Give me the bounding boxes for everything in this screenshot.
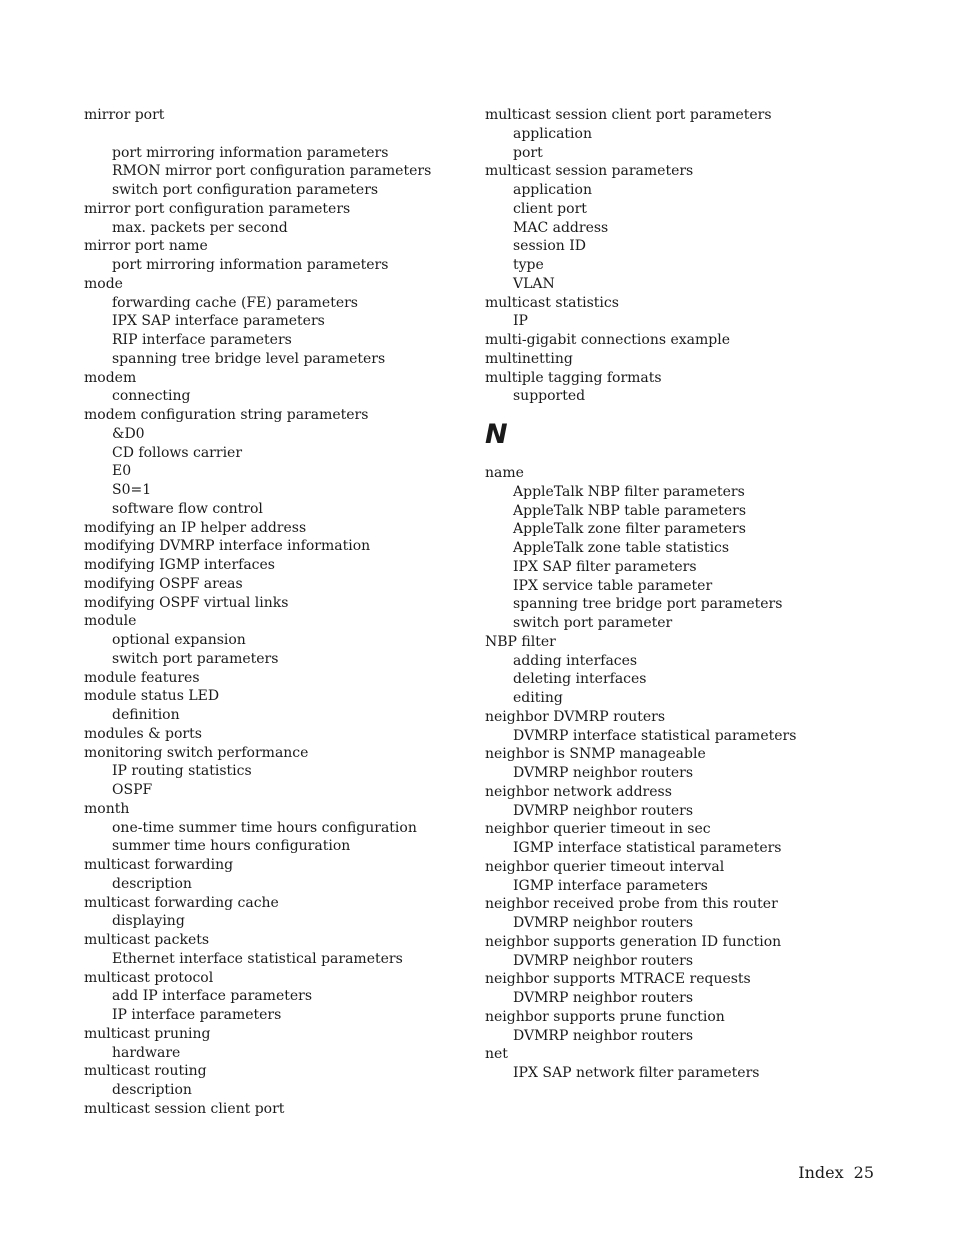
index-subentry: session ID [513,238,586,255]
index-subentry: forwarding cache (FE) parameters [112,294,358,311]
section-letter-heading: N [485,419,508,450]
index-subentry: port mirroring information parameters [112,257,389,273]
index-entry: multicast protocol [84,969,214,986]
footer-label: Index [798,1163,844,1182]
index-subentry: description [112,1082,192,1098]
index-entry: module [84,613,137,630]
index-subentry: IP interface parameters [112,1007,282,1023]
index-entry: modem [84,369,137,386]
index-entry: mode [84,275,123,292]
index-entry: name [485,465,524,481]
index-subentry: hardware [112,1044,181,1061]
page-number: 25 [853,1163,874,1182]
index-entry: multicast pruning [84,1025,211,1042]
index-subentry: AppleTalk zone filter parameters [513,521,746,538]
index-subentry: application [513,125,592,142]
index-entry: month [84,800,130,817]
index-subentry: one-time summer time hours configuration [112,819,417,836]
index-subentry: deleting interfaces [513,671,647,688]
index-subentry: IGMP interface parameters [513,877,708,894]
index-subentry: application [513,182,592,198]
index-entry: mirror port [84,107,165,123]
index-subentry: summer time hours configuration [112,838,351,855]
index-entry: multicast packets [84,932,210,948]
index-subentry: &D0 [112,425,145,442]
index-entry: modifying OSPF areas [84,575,243,592]
index-subentry: connecting [112,388,191,405]
index-subentry: IPX SAP network filter parameters [513,1065,760,1081]
index-group-m-continued [485,106,905,406]
index-subentry: client port [513,200,587,217]
index-entry: multicast session parameters [485,163,694,180]
index-subentry: spanning tree bridge level parameters [112,350,386,367]
index-subentry: VLAN [513,275,555,292]
index-subentry: DVMRP neighbor routers [513,915,694,931]
index-entry: NBP filter [485,633,556,650]
index-subentry: IPX SAP filter parameters [513,558,697,575]
index-entry: multicast routing [84,1063,207,1080]
index-subentry: description [112,875,192,892]
index-entry: multicast forwarding [84,857,234,873]
index-entry: multicast session client port [84,1100,285,1117]
index-subentry: RIP interface parameters [112,332,292,348]
index-entry: modifying OSPF virtual links [84,594,289,611]
index-entry: multinetting [485,350,573,367]
index-subentry: DVMRP neighbor routers [513,952,694,969]
index-subentry: DVMRP neighbor routers [513,765,694,781]
index-subentry: IP routing statistics [112,763,252,780]
index-subentry: RMON mirror port configuration parameters [112,163,432,180]
index-group-n [485,464,905,1083]
index-subentry: editing [513,690,563,706]
index-subentry: DVMRP interface statistical parameters [513,727,797,744]
index-subentry: AppleTalk zone table statistics [513,540,730,556]
index-entry: mirror port name [84,238,208,255]
index-subentry: E0 [112,463,132,480]
index-column-right [485,106,905,1083]
index-subentry: adding interfaces [513,652,638,669]
index-subentry: MAC address [513,219,609,236]
index-entry: neighbor network address [485,783,672,800]
index-subentry: software flow control [112,500,263,517]
page-footer [798,1163,874,1183]
index-subentry: IGMP interface statistical parameters [513,840,782,856]
index-entry: modifying an IP helper address [84,519,307,536]
index-subentry: IPX SAP interface parameters [112,313,325,330]
index-subentry: IP [513,313,528,330]
index-subentry: switch port parameters [112,650,279,667]
index-entry: multiple tagging formats [485,369,662,386]
index-subentry: DVMRP neighbor routers [513,990,694,1006]
index-entry: neighbor supports prune function [485,1008,725,1025]
index-subentry: DVMRP neighbor routers [513,1027,694,1044]
index-subentry: switch port configuration parameters [112,182,379,198]
index-subentry: S0=1 [112,482,152,498]
index-subentry: switch port parameter [513,615,673,631]
index-subentry: AppleTalk NBP table parameters [513,502,747,519]
index-entry: module features [84,669,200,686]
index-column-left [84,106,504,1119]
index-subentry: optional expansion [112,632,246,648]
index-entry: multicast forwarding cache [84,894,279,911]
index-entry: module status LED [84,688,220,705]
index-subentry: AppleTalk NBP filter parameters [513,483,745,500]
index-entry: modifying IGMP interfaces [84,557,275,573]
index-entry: neighbor querier timeout in sec [485,821,711,838]
index-subentry: supported [513,388,586,405]
index-subentry: add IP interface parameters [112,988,313,1005]
index-subentry: displaying [112,913,185,930]
index-subentry: IPX service table parameter [513,577,713,594]
index-entry: modules & ports [84,725,202,742]
index-entry: modem configuration string parameters [84,407,369,423]
index-entry: multi-gigabit connections example [485,332,731,348]
index-entry: neighbor is SNMP manageable [485,746,706,763]
index-entry: neighbor DVMRP routers [485,708,666,725]
index-subentry: DVMRP neighbor routers [513,802,694,819]
index-entry: multicast statistics [485,294,619,311]
index-subentry: type [513,257,544,273]
index-entry: monitoring switch performance [84,744,309,761]
index-entry: neighbor supports generation ID function [485,933,782,950]
index-entry: modifying DVMRP interface information [84,538,371,555]
index-subentry: port [513,144,543,161]
index-subentry: spanning tree bridge port parameters [513,596,783,613]
index-entry: multicast session client port parameters [485,107,772,123]
index-subentry: max. packets per second [112,219,288,236]
index-subentry: CD follows carrier [112,444,243,461]
index-subentry: definition [112,707,180,723]
index-subentry: Ethernet interface statistical parameters [112,950,403,967]
index-subentry: OSPF [112,782,153,798]
index-entry: mirror port configuration parameters [84,200,351,217]
index-entry: net [485,1046,508,1063]
index-entry: neighbor supports MTRACE requests [485,971,751,988]
index-entry: neighbor received probe from this router [485,896,778,913]
index-subentry: port mirroring information parameters [112,144,389,161]
index-entry: neighbor querier timeout interval [485,858,725,875]
